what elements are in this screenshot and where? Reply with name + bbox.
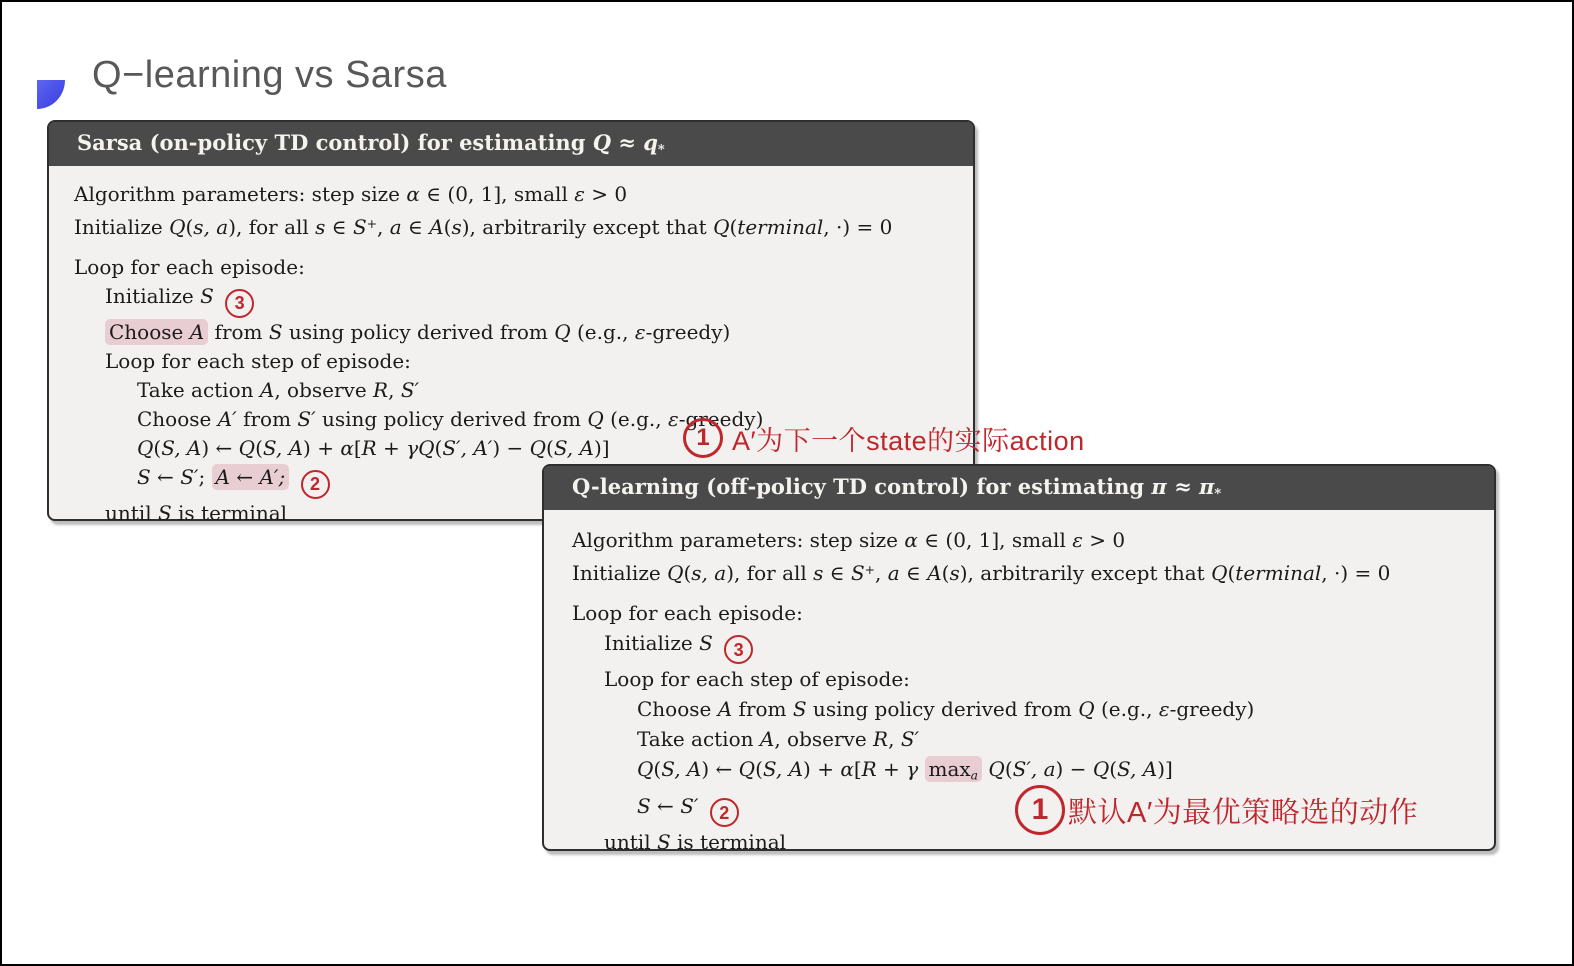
text-segment: is terminal (171, 500, 288, 525)
text-segment: ), for all (228, 214, 316, 239)
text-segment: ) − (1055, 757, 1093, 782)
text-segment: s, a (193, 214, 229, 239)
text-segment: , (888, 727, 901, 752)
circled-number-3-icon: 3 (225, 289, 254, 318)
text-segment: S′ (297, 406, 316, 431)
text-segment: Algorithm parameters: step size (74, 181, 407, 206)
text-segment: R (873, 727, 889, 752)
text-segment: [ (353, 435, 362, 460)
text-segment: Choose (637, 697, 718, 722)
text-segment: ) − (492, 435, 530, 460)
text-segment: ( (255, 435, 263, 460)
text-segment: [ (853, 757, 862, 782)
text-segment: from (208, 319, 269, 344)
circled-number-2-icon: 2 (710, 798, 739, 827)
text-segment: Q (137, 435, 154, 460)
algorithm-line (74, 180, 959, 209)
text-segment: ) ← (201, 435, 239, 460)
circled-number-2-icon: 2 (301, 470, 330, 499)
text-segment: S, A (553, 435, 594, 460)
text-segment: -greedy) (1169, 697, 1255, 722)
text-segment: Q (988, 757, 1005, 782)
text-segment: Q (738, 757, 756, 782)
text-segment: a (970, 767, 979, 783)
text-segment: A (189, 319, 205, 344)
text-segment (214, 284, 220, 308)
text-segment: ( (1004, 757, 1013, 782)
qlearning-annotation-text: 默认A′为最优策略选的动作 (1068, 796, 1419, 829)
text-segment: s (813, 560, 824, 585)
text-segment: S′, A′ (442, 435, 493, 460)
text-segment (713, 631, 719, 655)
text-segment: S (656, 830, 671, 855)
text-segment: α (904, 527, 918, 552)
text-segment: a (887, 560, 900, 585)
text-segment: S (157, 500, 172, 525)
text-segment: ), arbitrarily except that (959, 560, 1212, 585)
text-segment: Q (592, 130, 611, 155)
text-segment: Initialize (105, 283, 201, 308)
text-segment: ; (198, 464, 212, 489)
text-segment: S′ (400, 377, 420, 402)
text-segment: Initialize (572, 560, 668, 585)
text-segment: + (876, 757, 907, 782)
text-segment: )] (593, 435, 610, 460)
text-segment: ( (653, 757, 662, 782)
text-segment: S, A (1117, 757, 1158, 782)
text-segment: S (352, 214, 367, 239)
text-segment: s, a (691, 560, 727, 585)
algorithm-line (137, 376, 959, 405)
text-segment: R (861, 757, 877, 782)
text-segment: * (657, 142, 665, 158)
text-segment: S′, a (1012, 757, 1056, 782)
text-segment: ← (150, 464, 181, 489)
text-segment: Loop for each episode: (572, 600, 803, 625)
text-segment: Loop for each step of episode: (604, 667, 910, 692)
algorithm-line (604, 628, 1480, 665)
text-segment: ε (634, 319, 646, 344)
text-segment: ( (1109, 757, 1118, 782)
text-segment: A′ (217, 406, 237, 431)
circled-number-1-icon: 1 (1015, 785, 1065, 835)
text-segment: ∈ (325, 214, 353, 239)
sarsa-algorithm-box (47, 120, 975, 525)
text-segment: S (200, 283, 214, 308)
text-segment: A (259, 377, 275, 402)
text-segment: ( (1227, 560, 1236, 585)
text-segment: ∈ (899, 560, 928, 585)
text-segment: , (388, 377, 401, 402)
text-segment: S′ (680, 793, 699, 818)
text-segment: Take action (137, 377, 260, 402)
text-segment: Q (637, 757, 654, 782)
text-segment: π (1151, 474, 1167, 499)
text-segment: Take action (637, 727, 760, 752)
text-segment: α (840, 757, 854, 782)
text-segment: (e.g., (1094, 697, 1159, 722)
text-segment: , observe (274, 377, 374, 402)
text-segment: + (376, 435, 407, 460)
text-segment: S′ (180, 464, 199, 489)
algorithm-line (105, 318, 959, 347)
text-segment: A (429, 214, 444, 239)
text-segment: Initialize (74, 214, 170, 239)
text-segment: until (105, 500, 158, 525)
text-segment: > 0 (1082, 527, 1126, 552)
text-segment: (e.g., (603, 406, 668, 431)
text-segment: * (1214, 486, 1222, 502)
qlearning-red-annotation (1015, 785, 1418, 835)
text-segment: s (451, 214, 462, 239)
text-segment: R (373, 377, 389, 402)
algorithm-line (74, 253, 959, 282)
pink-highlight (925, 756, 983, 782)
sarsa-red-annotation (683, 418, 1085, 458)
text-segment: terminal (1235, 560, 1322, 585)
text-segment: from (236, 406, 298, 431)
text-segment: q (643, 130, 658, 155)
text-segment: Loop for each step of episode: (105, 348, 411, 373)
text-segment: using policy derived from (806, 697, 1079, 722)
text-segment: ← (650, 793, 681, 818)
blue-quarter-circle-decoration (37, 80, 65, 109)
text-segment: ∈ (401, 214, 430, 239)
algorithm-line (105, 282, 959, 318)
pink-highlight (212, 464, 290, 490)
text-segment: Q (1092, 757, 1110, 782)
text-segment: ( (755, 757, 763, 782)
text-segment: Q-learning (off-policy TD control) for estimating (572, 474, 1152, 499)
text-segment: ε (574, 181, 585, 206)
text-segment: until (604, 830, 657, 855)
text-segment: Q (713, 214, 730, 239)
text-segment: ≈ (1166, 474, 1199, 499)
text-segment: ( (546, 435, 554, 460)
text-segment: is terminal (670, 830, 787, 855)
text-segment: Q (667, 560, 684, 585)
text-segment: Q (587, 406, 604, 431)
text-segment: ( (185, 214, 194, 239)
text-segment: Q (554, 319, 571, 344)
text-segment: s (315, 214, 326, 239)
pink-highlight (105, 319, 208, 345)
text-segment: , (875, 560, 888, 585)
text-segment: s (949, 560, 960, 585)
text-segment: Algorithm parameters: step size (572, 527, 905, 552)
text-segment: max (928, 757, 971, 782)
text-segment: ) + (803, 757, 841, 782)
text-segment: > 0 (584, 181, 628, 206)
qlearning-box-header (544, 466, 1494, 510)
text-segment: Q (238, 435, 256, 460)
circled-number-1-icon: 1 (683, 418, 723, 458)
text-segment: ≈ (611, 130, 644, 155)
text-segment: Q (1211, 560, 1228, 585)
text-segment: Q (1078, 697, 1095, 722)
text-segment: S (699, 630, 713, 655)
text-segment: )] (1157, 757, 1173, 782)
text-segment: a (389, 214, 402, 239)
text-segment: using policy derived from (315, 406, 588, 431)
text-segment: + (366, 215, 378, 231)
text-segment: , observe (774, 727, 874, 752)
text-segment: ( (153, 435, 162, 460)
text-segment: Choose (137, 406, 218, 431)
text-segment: S (792, 697, 807, 722)
algorithm-line (604, 664, 1480, 694)
text-segment: ) + (303, 435, 341, 460)
text-segment: S (637, 793, 651, 818)
algorithm-line (105, 347, 959, 376)
text-segment (698, 794, 704, 818)
text-segment: ( (434, 435, 443, 460)
text-segment: ) ← (701, 757, 739, 782)
text-segment: γQ (406, 435, 435, 460)
text-segment: Q (529, 435, 546, 460)
text-segment: α (406, 181, 420, 206)
algorithm-line (637, 724, 1480, 754)
text-segment: Q (169, 214, 186, 239)
text-segment: , (377, 214, 390, 239)
text-segment: Sarsa (on-policy TD control) for estimating (77, 130, 593, 155)
text-segment (289, 465, 295, 489)
algorithm-line (637, 694, 1480, 724)
text-segment: , ·) = 0 (823, 214, 893, 239)
circled-number-3-icon: 3 (724, 635, 753, 664)
text-segment: R (361, 435, 377, 460)
text-segment: ), arbitrarily except that (461, 214, 714, 239)
text-segment: S (850, 560, 865, 585)
text-segment: ε (1158, 697, 1170, 722)
text-segment: A (759, 727, 775, 752)
text-segment: -greedy) (678, 406, 764, 431)
text-segment: S, A (661, 757, 702, 782)
text-segment: ∈ (0, 1], small (917, 527, 1073, 552)
text-segment: A (927, 560, 942, 585)
text-segment: ( (443, 214, 452, 239)
text-segment: S, A (161, 435, 202, 460)
algorithm-line (572, 555, 1480, 588)
sarsa-box-header (49, 122, 973, 166)
text-segment: ∈ (823, 560, 851, 585)
text-segment: ), for all (726, 560, 814, 585)
algorithm-line (74, 209, 959, 242)
text-segment: ε (667, 406, 679, 431)
text-segment: Loop for each episode: (74, 254, 305, 279)
text-segment: ( (683, 560, 692, 585)
text-segment: S (137, 464, 151, 489)
page-title: Q−learning vs Sarsa (92, 54, 447, 96)
algorithm-line (572, 525, 1480, 555)
text-segment: α (340, 435, 354, 460)
text-segment: (e.g., (570, 319, 635, 344)
text-segment: terminal (737, 214, 824, 239)
text-segment: using policy derived from (282, 319, 555, 344)
text-segment: γ (906, 757, 925, 782)
text-segment: Initialize (604, 630, 700, 655)
text-segment: π (1198, 474, 1215, 499)
text-segment: A ← A′; (215, 464, 286, 489)
text-segment: ( (729, 214, 738, 239)
text-segment: + (864, 561, 876, 577)
text-segment: , ·) = 0 (1321, 560, 1391, 585)
text-segment: S (268, 319, 283, 344)
text-segment: A (717, 697, 733, 722)
text-segment: S, A (262, 435, 304, 460)
text-segment: Choose (109, 319, 190, 344)
algorithm-line (572, 598, 1480, 628)
sarsa-annotation-text: A′为下一个state的实际action (732, 425, 1085, 456)
text-segment: from (732, 697, 793, 722)
text-segment: ε (1072, 527, 1083, 552)
text-segment: ( (941, 560, 950, 585)
text-segment: S′ (900, 727, 920, 752)
text-segment: S, A (762, 757, 804, 782)
text-segment: -greedy) (645, 319, 731, 344)
text-segment: ∈ (0, 1], small (419, 181, 575, 206)
